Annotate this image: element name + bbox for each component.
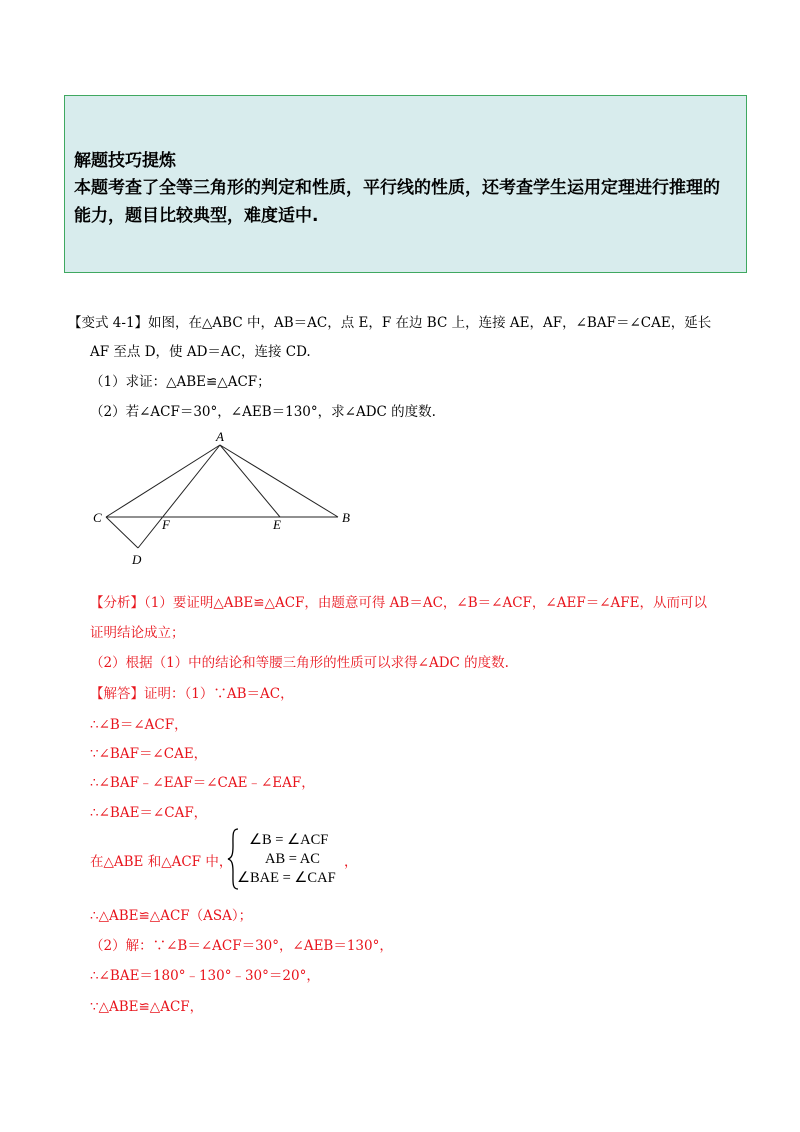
solution-line-7: （2）解：∵∠B＝∠ACF＝30°，∠AEB＝130°， <box>90 938 393 954</box>
solution-line-6: ∴△ABE≌△ACF（ASA）； <box>90 908 253 924</box>
problem-part-2: （2）若∠ACF＝30°，∠AEB＝130°，求∠ADC 的度数. <box>90 404 436 420</box>
solution-line-1: 【解答】证明：（1）∵AB＝AC， <box>90 686 294 702</box>
segment-AB <box>220 445 338 517</box>
analysis-line-1: 【分析】（1）要证明△ABE≌△ACF，由题意可得 AB＝AC，∠B＝∠ACF，∠AEF＝∠AFE，从而可以 <box>90 595 707 611</box>
system-suffix: ， <box>344 854 358 870</box>
tip-box <box>64 95 747 273</box>
problem-line-1: 【变式 4-1】如图，在△ABC 中，AB＝AC，点 E，F 在边 BC 上，连接 AE，AF，∠BAF＝∠CAE，延长 <box>68 315 712 331</box>
solution-line-3: ∵∠BAF＝∠CAE， <box>90 746 208 762</box>
system-eq-3: ∠BAE = ∠CAF <box>237 870 336 886</box>
segment-AC <box>106 445 220 517</box>
segment-AD <box>138 445 220 548</box>
triangle-diagram <box>88 428 368 573</box>
system-eq-1: ∠B = ∠ACF <box>249 832 329 848</box>
analysis-line-3: （2）根据（1）中的结论和等腰三角形的性质可以求得∠ADC 的度数. <box>90 655 509 671</box>
problem-line-2: AF 至点 D，使 AD＝AC，连接 CD. <box>90 344 311 360</box>
solution-line-8: ∴∠BAE＝180°﹣130°﹣30°＝20°， <box>90 968 320 984</box>
system-prefix: 在△ABE 和△ACF 中， <box>90 854 233 870</box>
tip-body: 本题考查了全等三角形的判定和性质，平行线的性质，还考查学生运用定理进行推理的能力，题目比较典型，难度适中. <box>74 178 720 226</box>
label-F: F <box>162 517 170 532</box>
analysis-line-2: 证明结论成立； <box>90 625 185 641</box>
label-B: B <box>342 510 350 525</box>
solution-line-4: ∴∠BAF﹣∠EAF＝∠CAE﹣∠EAF， <box>90 775 315 791</box>
system-eq-2: AB = AC <box>265 851 320 867</box>
solution-line-5: ∴∠BAE＝∠CAF， <box>90 805 208 821</box>
problem-part-1: （1）求证：△ABE≌△ACF； <box>90 374 271 390</box>
solution-line-2: ∴∠B＝∠ACF， <box>90 717 188 733</box>
segment-CD <box>106 517 138 548</box>
label-A: A <box>216 429 224 444</box>
label-E: E <box>273 517 281 532</box>
label-C: C <box>93 510 102 525</box>
segment-AE <box>220 445 280 517</box>
label-D: D <box>132 552 142 567</box>
solution-line-9: ∵△ABE≌△ACF， <box>90 999 204 1015</box>
tip-title: 解题技巧提炼 <box>74 151 176 171</box>
